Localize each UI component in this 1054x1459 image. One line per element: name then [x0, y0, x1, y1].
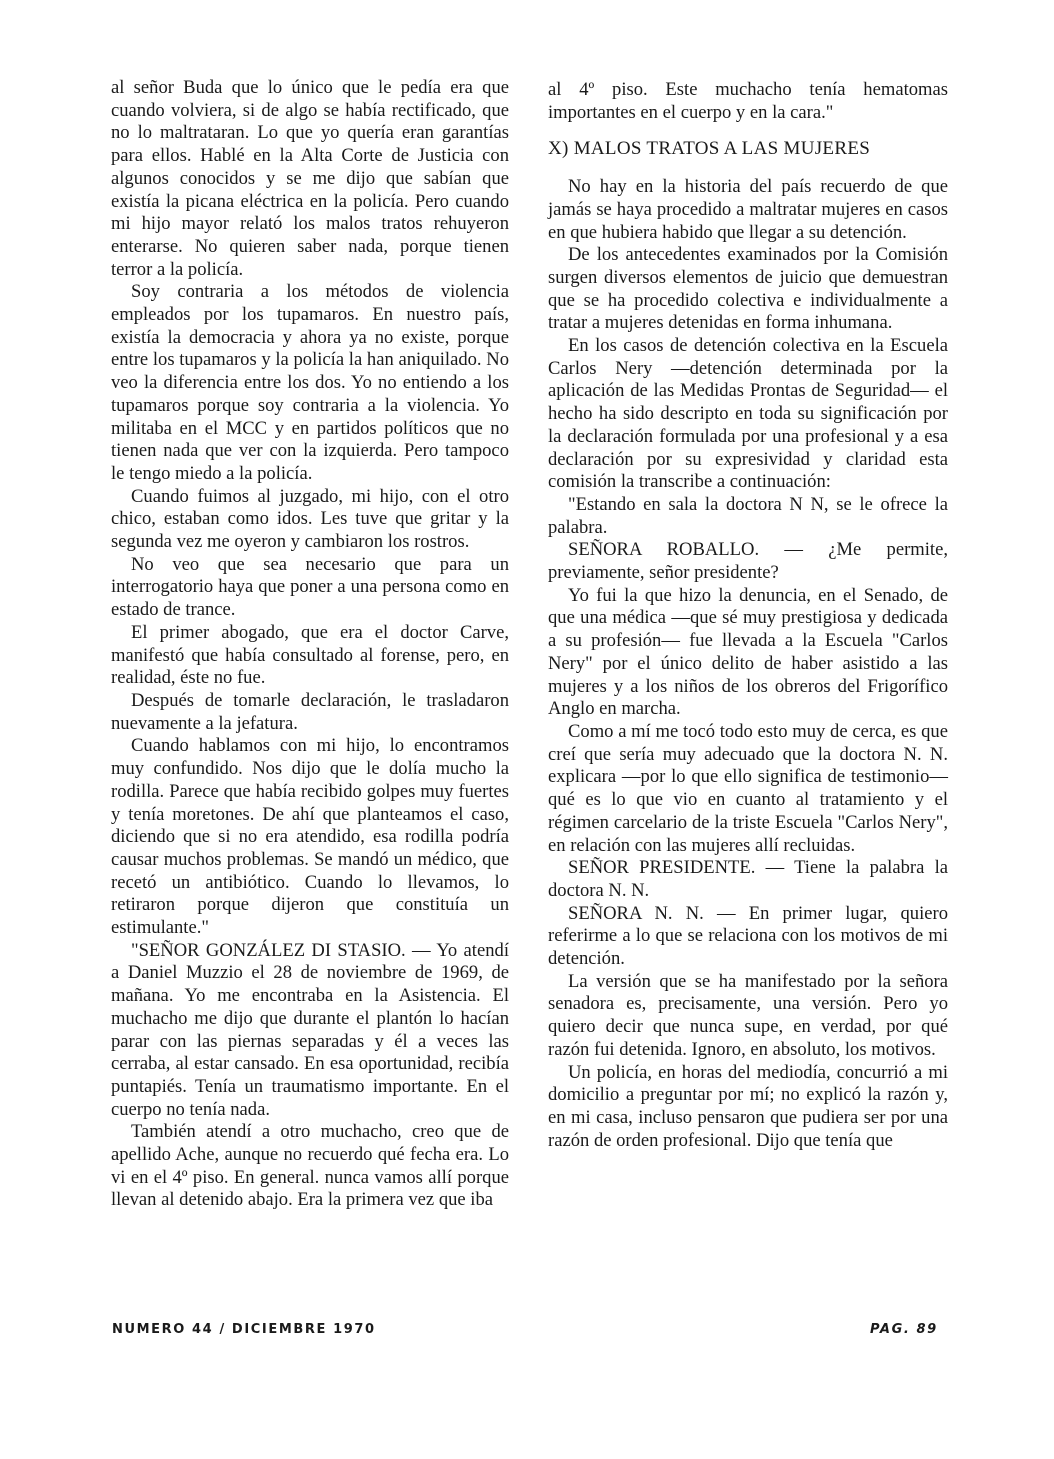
- body-paragraph: Un policía, en horas del mediodía, concurrió a mi domicilio a preguntar por mí; no explicó la razón y, en mi casa, incluso pensaron que pudiera ser por una razón de orden profesional. Dijo que tenía que: [548, 1061, 948, 1151]
- body-paragraph: Soy contraria a los métodos de violencia empleados por los tupamaros. En nuestro país, existía la democracia y ahora ya no existe, porque entre los tupamaros y la policía la han aniquilado. No veo la diferencia entre los dos. Yo no entiendo a los tupamaros porque soy contraria a la violencia. Yo militaba en el MCC y en partidos políticos que no tienen nada que ver con la izquierda. Pero tampoco le tengo miedo a la policía.: [111, 281, 509, 484]
- right-column: [548, 79, 948, 1152]
- lead-paragraph: al 4º piso. Este muchacho tenía hematomas importantes en el cuerpo y en la cara.": [548, 79, 948, 123]
- body-paragraph: SEÑOR PRESIDENTE. — Tiene la palabra la doctora N. N.: [548, 857, 948, 901]
- body-paragraph: "Estando en sala la doctora N N, se le ofrece la palabra.: [548, 493, 948, 538]
- left-column: [111, 77, 509, 1212]
- body-paragraph: Yo fui la que hizo la denuncia, en el Senado, de que una médica —que sé muy prestigiosa y dedicada a su profesión— fue llevada a la Escuela "Carlos Nery" por el único delito de haber asistido a las mujeres y a los niños de los obreros del Frigorífico Anglo en marcha.: [548, 584, 948, 720]
- body-paragraph: Después de tomarle declaración, le trasladaron nuevamente a la jefatura.: [111, 689, 509, 734]
- body-paragraph: Cuando fuimos al juzgado, mi hijo, con el otro chico, estaban como idos. Les tuve que gritar y la segunda vez me oyeron y cambiaron los rostros.: [111, 485, 509, 553]
- body-paragraph: También atendí a otro muchacho, creo que de apellido Ache, aunque no recuerdo qué fecha era. Lo vi en el 4º piso. En general. nunca vamos allí porque llevan al detenido abajo. Era la primera vez que iba: [111, 1121, 509, 1211]
- section-heading: X) MALOS TRATOS A LAS MUJERES: [548, 138, 871, 160]
- body-paragraph: al señor Buda que lo único que le pedía era que cuando volviera, si de algo se había rectificado, que no lo maltrataran. Lo que yo quería eran garantías para ellos. Hablé en la Alta Corte de Justicia con algunos conocidos y se me dijo que sabían que existía la picana eléctrica en la policía. Pero cuando mi hijo mayor relató los malos tratos rehuyeron enterarse. No quieren saber nada, porque tienen terror a la policía.: [111, 77, 509, 280]
- body-paragraph: En los casos de detención colectiva en la Escuela Carlos Nery —detención determinada por la aplicación de las Medidas Prontas de Seguridad— el hecho ha sido descripto en toda su significación por la declaración formulada por una profesional y a esa declaración por su expresividad y claridad esta comisión la transcribe a continuación:: [548, 335, 948, 493]
- body-paragraph: De los antecedentes examinados por la Comisión surgen diversos elementos de juicio que demuestran que se ha procedido colectiva e individualmente a tratar a mujeres detenidas en forma inhumana.: [548, 244, 948, 334]
- body-paragraph: No veo que sea necesario que para un interrogatorio haya que poner a una persona como en estado de trance.: [111, 553, 509, 621]
- body-paragraph: El primer abogado, que era el doctor Carve, manifestó que había consultado al forense, pero, en realidad, éste no fue.: [111, 621, 509, 689]
- body-paragraph: Como a mí me tocó todo esto muy de cerca, es que creí que sería muy adecuado que la doctora N. N. explicara —por lo que ello significa de testimonio— qué es lo que vio en cuanto al tratamiento y el régimen carcelario de la triste Escuela "Carlos Nery", en relación con las mujeres allí recluidas.: [548, 720, 948, 856]
- body-paragraph: SEÑORA N. N. — En primer lugar, quiero referirme a lo que se relaciona con los motivos de mi detención.: [548, 902, 948, 970]
- footer-issue: NUMERO 44 / DICIEMBRE 1970: [112, 1322, 376, 1337]
- body-paragraph: "SEÑOR GONZÁLEZ DI STASIO. — Yo atendí a Daniel Muzzio el 28 de noviembre de 1969, de mañana. Yo me encontraba en la Asistencia. El muchacho me dijo que durante el plantón lo hacían parar con las piernas separadas y él a veces las cerraba, al estar cansado. En esa oportunidad, recibía puntapiés. Tenía un traumatismo importante. En el cuerpo no tenía nada.: [111, 939, 509, 1120]
- body-paragraph: SEÑORA ROBALLO. — ¿Me permite, previamente, señor presidente?: [548, 539, 948, 584]
- body-paragraph: La versión que se ha manifestado por la señora senadora es, precisamente, una versión. Pero yo quiero decir que nunca supe, en verdad, por qué razón fui detenida. Ignoro, en absoluto, los motivos.: [548, 970, 948, 1060]
- body-paragraph: Cuando hablamos con mi hijo, lo encontramos muy confundido. Nos dijo que le dolía mucho la rodilla. Parece que había recibido golpes muy fuertes y tenía moretones. De ahí que planteamos el caso, diciendo que si no era atendido, esa rodilla podría causar muchos problemas. Se mandó un médico, que recetó un antibiótico. Cuando lo llevamos, lo retiraron porque dijeron que constituía un estimulante.": [111, 735, 509, 939]
- footer-page-number: PAG. 89: [870, 1322, 938, 1337]
- body-paragraph: No hay en la historia del país recuerdo de que jamás se haya procedido a maltratar mujeres en casos en que hubiera habido que llegar a su detención.: [548, 176, 948, 243]
